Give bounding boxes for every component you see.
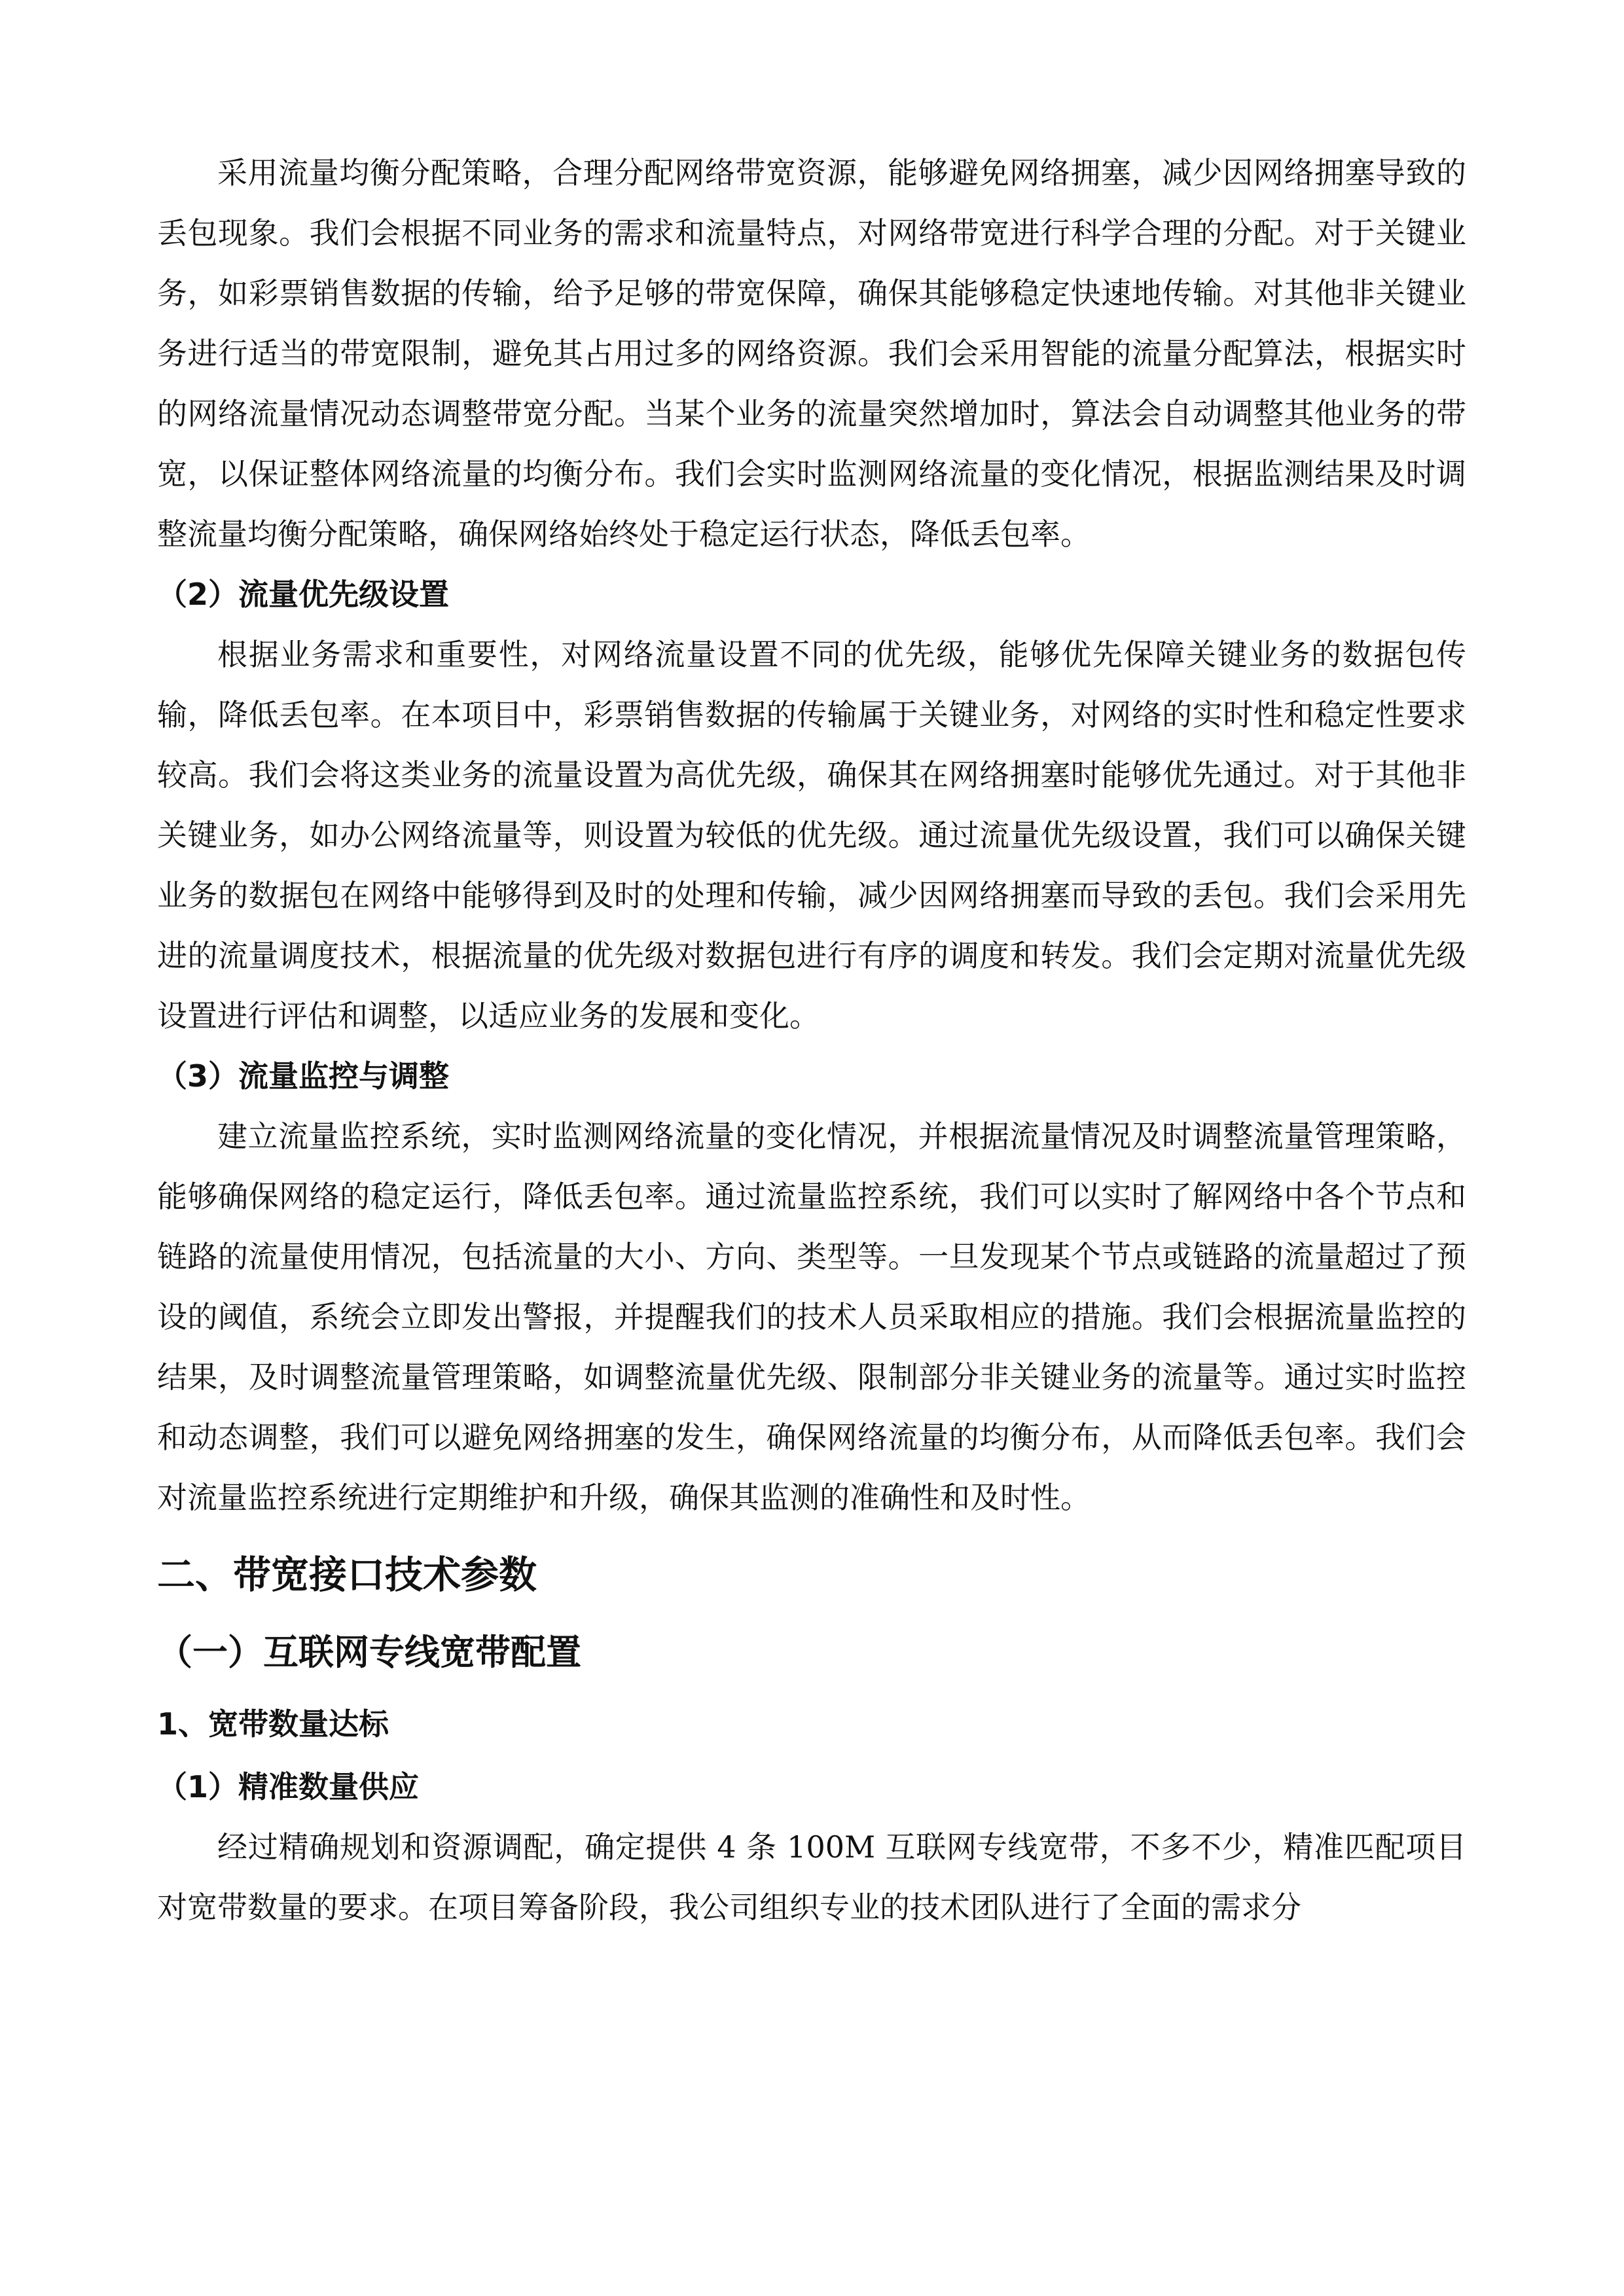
paragraph-traffic-monitoring: 建立流量监控系统，实时监测网络流量的变化情况，并根据流量情况及时调整流量管理策略，能够确保网络的稳定运行，降低丢包率。通过流量监控系统，我们可以实时了解网络中各个节点和链路的流量使用情况，包括流量的大小、方向、类型等。一旦发现某个节点或链路的流量超过了预设的阈值，系统会立即发出警报，并提醒我们的技术人员采取相应的措施。我们会根据流量监控的结果，及时调整流量管理策略，如调整流量优先级、限制部分非关键业务的流量等。通过实时监控和动态调整，我们可以避免网络拥塞的发生，确保网络流量的均衡分布，从而降低丢包率。我们会对流量监控系统进行定期维护和升级，确保其监测的准确性和及时性。 [157, 1119, 1466, 1515]
heading-precise-supply: （1）精准数量供应 [157, 1769, 420, 1804]
subsection-title: （一）互联网专线宽带配置 [157, 1632, 581, 1673]
heading-traffic-priority: （2）流量优先级设置 [157, 577, 450, 612]
section-title: 二、带宽接口技术参数 [157, 1552, 537, 1597]
document-body [157, 143, 1466, 1937]
paragraph-precise-supply: 经过精确规划和资源调配，确定提供 4 条 100M 互联网专线宽带，不多不少，精准匹配项目对宽带数量的要求。在项目筹备阶段，我公司组织专业的技术团队进行了全面的需求分 [157, 1829, 1466, 1925]
paragraph-traffic-balancing: 采用流量均衡分配策略，合理分配网络带宽资源，能够避免网络拥塞，减少因网络拥塞导致的丢包现象。我们会根据不同业务的需求和流量特点，对网络带宽进行科学合理的分配。对于关键业务，如彩票销售数据的传输，给予足够的带宽保障，确保其能够稳定快速地传输。对其他非关键业务进行适当的带宽限制，避免其占用过多的网络资源。我们会采用智能的流量分配算法，根据实时的网络流量情况动态调整带宽分配。当某个业务的流量突然增加时，算法会自动调整其他业务的带宽，以保证整体网络流量的均衡分布。我们会实时监测网络流量的变化情况，根据监测结果及时调整流量均衡分配策略，确保网络始终处于稳定运行状态，降低丢包率。 [157, 155, 1466, 552]
item-title: 1、宽带数量达标 [157, 1706, 389, 1742]
heading-traffic-monitoring: （3）流量监控与调整 [157, 1058, 450, 1094]
paragraph-traffic-priority: 根据业务需求和重要性，对网络流量设置不同的优先级，能够优先保障关键业务的数据包传输，降低丢包率。在本项目中，彩票销售数据的传输属于关键业务，对网络的实时性和稳定性要求较高。我们会将这类业务的流量设置为高优先级，确保其在网络拥塞时能够优先通过。对于其他非关键业务，如办公网络流量等，则设置为较低的优先级。通过流量优先级设置，我们可以确保关键业务的数据包在网络中能够得到及时的处理和传输，减少因网络拥塞而导致的丢包。我们会采用先进的流量调度技术，根据流量的优先级对数据包进行有序的调度和转发。我们会定期对流量优先级设置进行评估和调整，以适应业务的发展和变化。 [157, 637, 1466, 1033]
